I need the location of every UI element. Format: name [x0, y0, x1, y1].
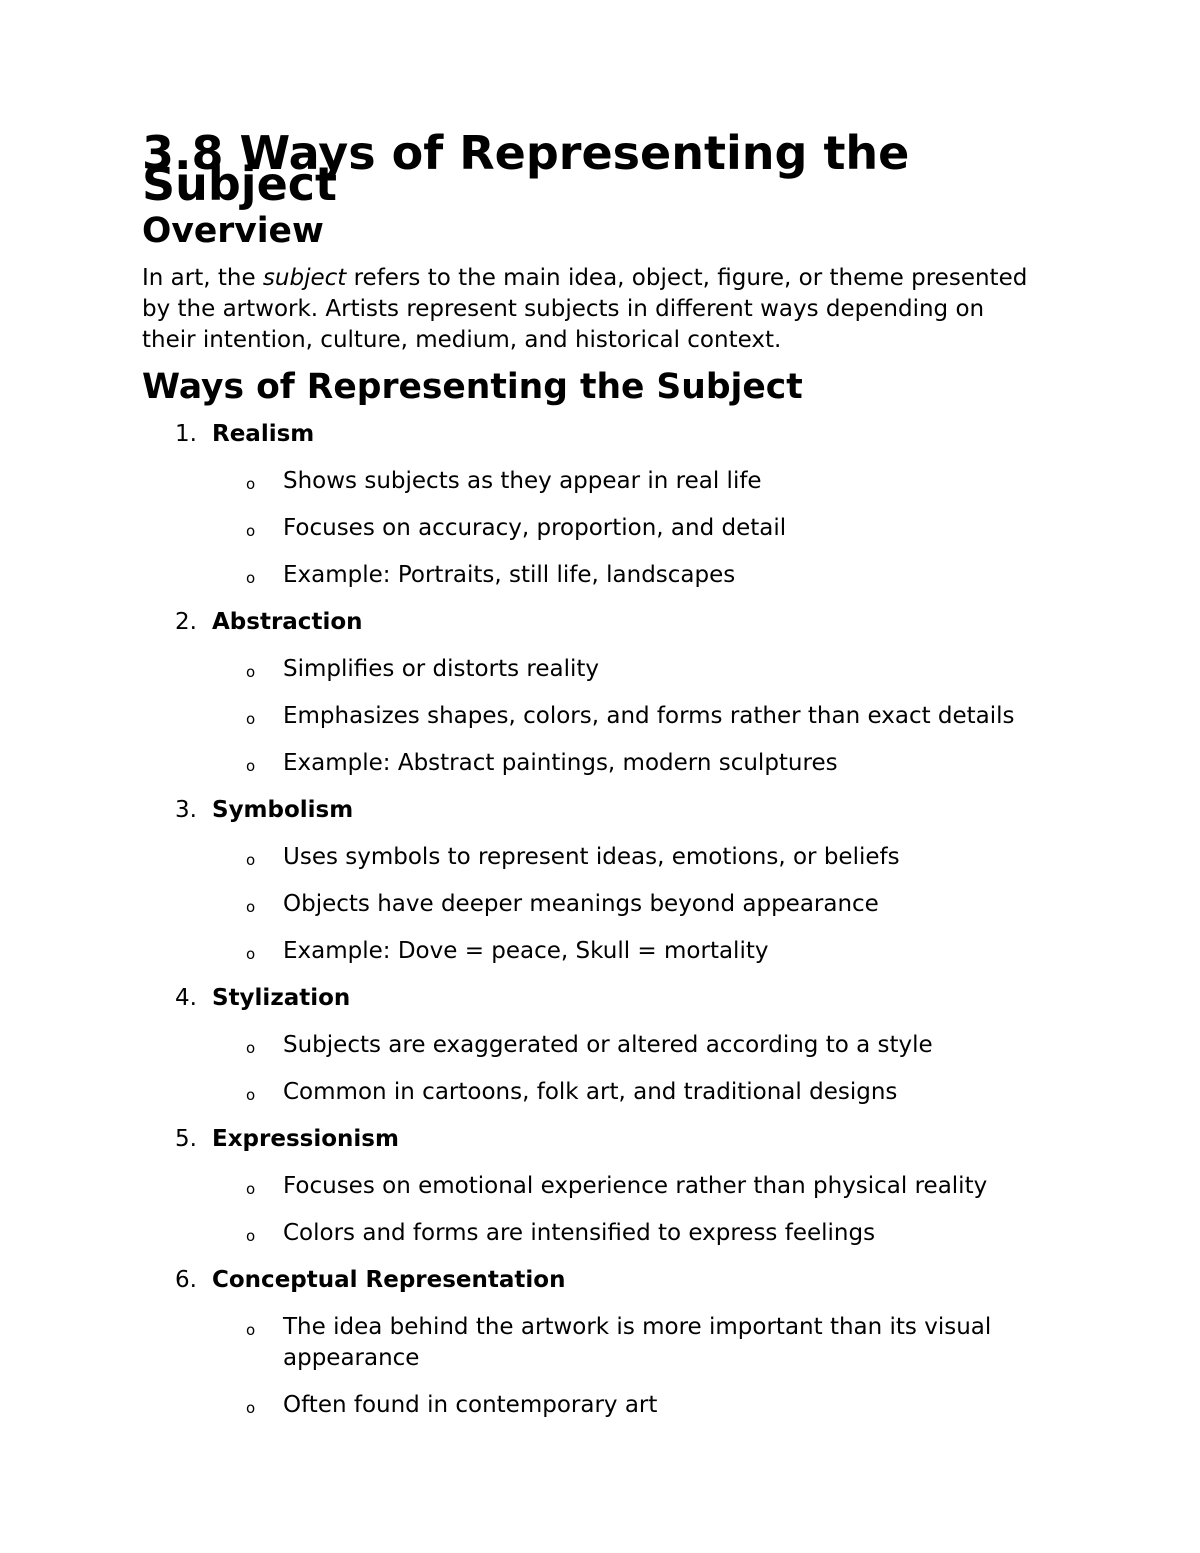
list-item-number: 5. [175, 1126, 197, 1152]
list-item [142, 419, 1062, 450]
bullet-item [142, 701, 1062, 732]
bullet-text: Common in cartoons, folk art, and traditional designs [283, 1079, 898, 1105]
bullet-item [142, 748, 1062, 779]
intro-line1-post: refers to the main idea, object, figure, or theme presented [346, 265, 1028, 291]
bullet-text: Shows subjects as they appear in real life [283, 468, 762, 494]
ways-heading: Ways of Representing the Subject [142, 367, 803, 407]
list-item-number: 2. [175, 609, 197, 635]
list-item-number: 4. [175, 985, 197, 1011]
intro-pre: In art, the [142, 265, 263, 291]
bullet-marker-icon: o [246, 569, 256, 587]
list-item [142, 983, 1062, 1014]
list-item-label: Stylization [212, 985, 351, 1011]
bullet-item [142, 560, 1062, 591]
overview-heading: Overview [142, 211, 324, 251]
bullet-item [142, 842, 1062, 873]
list-item-label: Realism [212, 421, 315, 447]
bullet-marker-icon: o [246, 1039, 256, 1057]
bullet-item [142, 466, 1062, 497]
list-item-label: Conceptual Representation [212, 1267, 566, 1293]
bullet-marker-icon: o [246, 663, 256, 681]
list-item [142, 1265, 1062, 1296]
bullet-text: Example: Abstract paintings, modern sculptures [283, 750, 838, 776]
bullet-text: Example: Dove = peace, Skull = mortality [283, 938, 769, 964]
bullet-item [142, 513, 1062, 544]
bullet-marker-icon: o [246, 945, 256, 963]
representation-list [142, 419, 1062, 1421]
intro-line-1 [142, 263, 1062, 294]
bullet-text: Uses symbols to represent ideas, emotions, or beliefs [283, 844, 900, 870]
bullet-marker-icon: o [246, 1399, 256, 1417]
bullet-marker-icon: o [246, 1180, 256, 1198]
list-item-label: Abstraction [212, 609, 363, 635]
bullet-item [142, 1218, 1062, 1249]
intro-paragraph [142, 263, 1062, 356]
bullet-marker-icon: o [246, 1086, 256, 1104]
bullet-marker-icon: o [246, 710, 256, 728]
bullet-text: Simplifies or distorts reality [283, 656, 599, 682]
intro-emphasis: subject [262, 265, 347, 291]
intro-line-2: by the artwork. Artists represent subjects in different ways depending on [142, 296, 985, 322]
list-item-number: 1. [175, 421, 197, 447]
intro-line-3: their intention, culture, medium, and historical context. [142, 327, 782, 353]
list-item-number: 3. [175, 797, 197, 823]
bullet-text: Focuses on emotional experience rather than physical reality [283, 1173, 988, 1199]
bullet-text: Often found in contemporary art [283, 1392, 658, 1418]
bullet-marker-icon: o [246, 757, 256, 775]
list-item-number: 6. [175, 1267, 197, 1293]
bullet-text: The idea behind the artwork is more important than its visual appearance [283, 1314, 992, 1371]
bullet-text: Focuses on accuracy, proportion, and detail [283, 515, 787, 541]
bullet-item [142, 1390, 1062, 1421]
bullet-text: Objects have deeper meanings beyond appearance [283, 891, 879, 917]
bullet-item [142, 1171, 1062, 1202]
bullet-marker-icon: o [246, 851, 256, 869]
list-item-label: Symbolism [212, 797, 354, 823]
bullet-marker-icon: o [246, 1321, 256, 1339]
bullet-text: Emphasizes shapes, colors, and forms rather than exact details [283, 703, 1015, 729]
list-item [142, 607, 1062, 638]
bullet-marker-icon: o [246, 1227, 256, 1245]
bullet-item [142, 1077, 1062, 1108]
bullet-item [142, 1030, 1062, 1061]
bullet-text: Subjects are exaggerated or altered according to a style [283, 1032, 933, 1058]
document-page [142, 126, 1062, 1437]
list-item [142, 1124, 1062, 1155]
bullet-text: Colors and forms are intensified to express feelings [283, 1220, 876, 1246]
bullet-item [142, 1312, 1062, 1374]
bullet-item [142, 936, 1062, 967]
bullet-item [142, 889, 1062, 920]
list-item [142, 795, 1062, 826]
bullet-text: Example: Portraits, still life, landscapes [283, 562, 736, 588]
document-title: 3.8 Ways of Representing the Subject [142, 126, 910, 211]
bullet-marker-icon: o [246, 898, 256, 916]
bullet-marker-icon: o [246, 475, 256, 493]
list-item-label: Expressionism [212, 1126, 399, 1152]
bullet-item [142, 654, 1062, 685]
bullet-marker-icon: o [246, 522, 256, 540]
